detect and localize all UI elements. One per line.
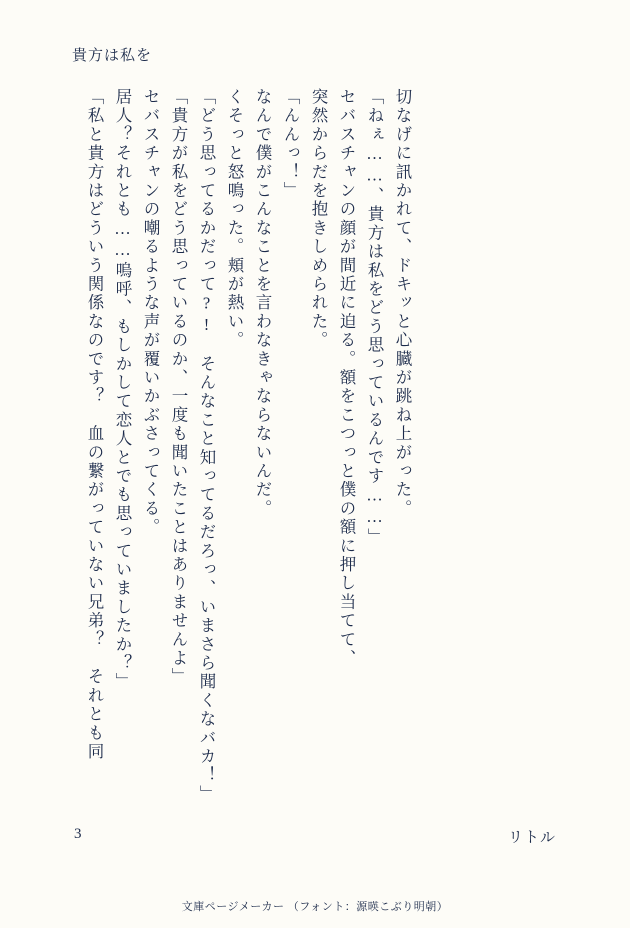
generator-credit: 文庫ページメーカー （フォント：源暎こぶり明朝） [181, 901, 449, 913]
page-number: 3 [74, 826, 82, 842]
text-column: セバスチャンの顔が間近に迫る。額をこつっと僕の額に押し当てて、 [337, 88, 356, 668]
text-column: 「どう思ってるかだって?! そんなこと知ってるだろっ、いまさら聞くなバカ！」 [197, 88, 216, 804]
text-column: 居人？それとも……嗚呼、もしかして恋人とでも思っていましたか？」 [113, 88, 132, 692]
author-name: リトル [507, 830, 556, 846]
page-title: 貴方は私を [72, 48, 153, 64]
text-column: 「私と貴方はどういう関係なのです？ 血の繋がっていない兄弟？ それとも同 [85, 88, 104, 762]
vertical-text-body [74, 88, 574, 804]
text-column: 「ねぇ……、貴方は私をどう思っているんです……」 [365, 88, 384, 547]
text-column: 「貴方が私をどう思っているのか、一度も聞いたことはありませんよ」 [169, 88, 188, 687]
text-column: くそっと怒鳴った。頬が熱い。 [225, 88, 244, 350]
text-column: なんで僕がこんなことを言わなきゃならないんだ。 [253, 88, 272, 519]
text-column: 切なげに訊かれて、ドキッと心臓が跳ね上がった。 [393, 88, 412, 519]
text-column: セバスチャンの嘲るような声が覆いかぶさってくる。 [141, 88, 160, 537]
text-column: 「んんっ！」 [281, 88, 300, 201]
text-column: 突然からだを抱きしめられた。 [309, 88, 328, 350]
